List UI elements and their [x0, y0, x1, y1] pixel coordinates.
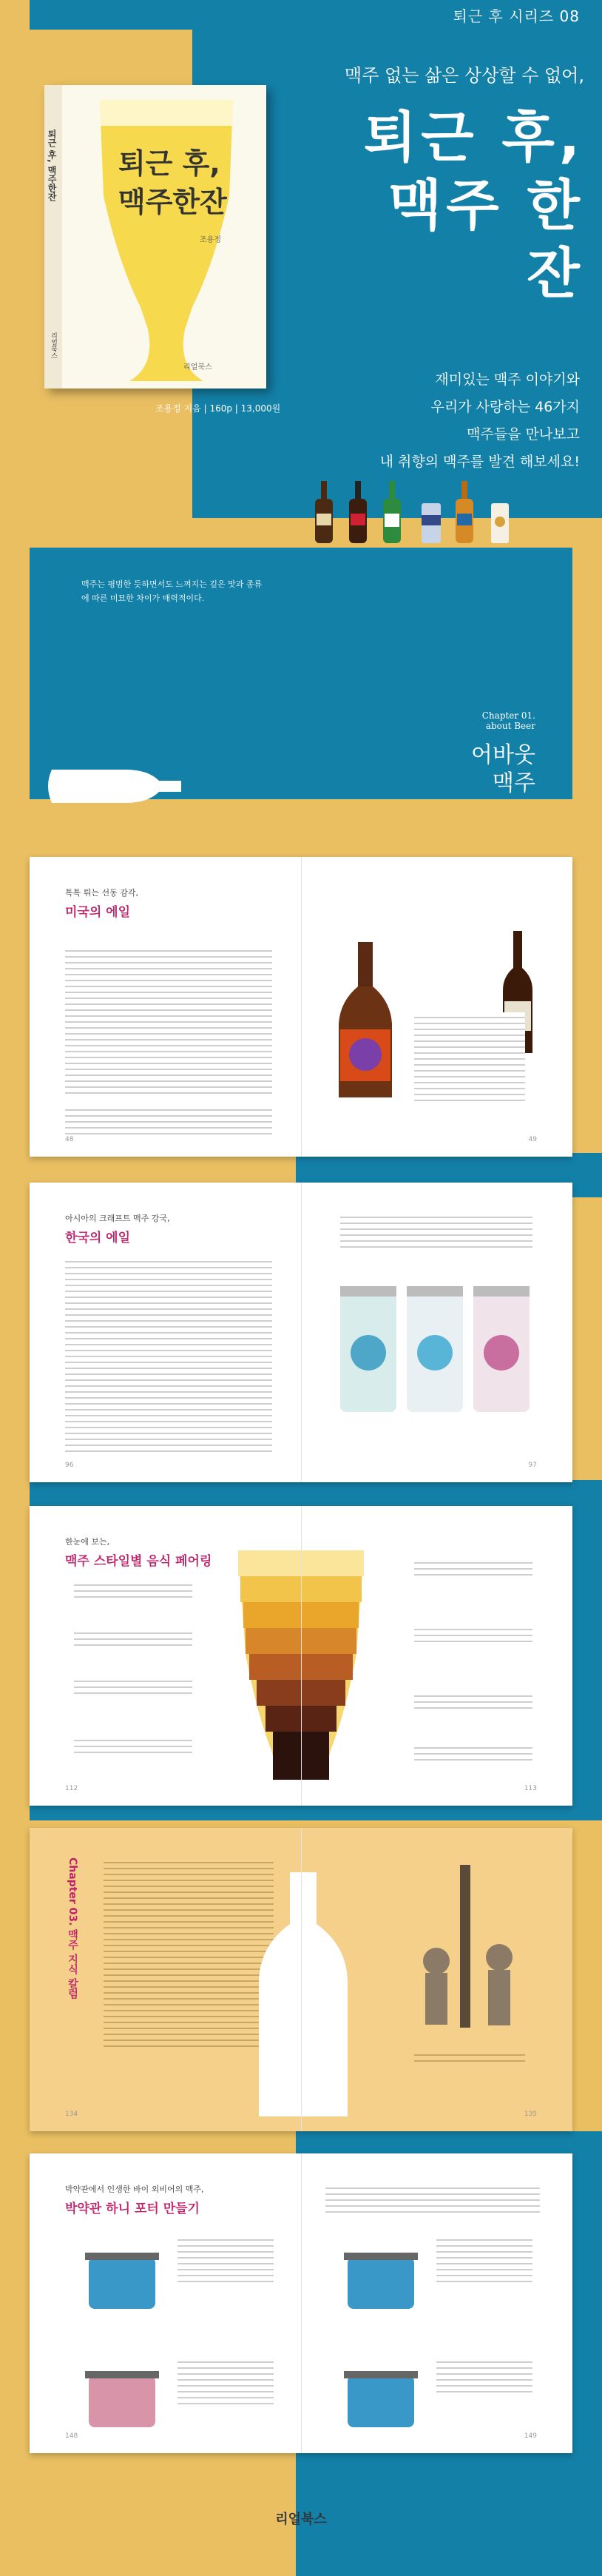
beer-glass-illustration	[44, 85, 266, 389]
spread-american-ale	[30, 857, 572, 1157]
bottle-icon	[383, 481, 401, 543]
spine-publisher: 리얼북스	[50, 332, 57, 359]
page-number: 112	[65, 1785, 78, 1792]
section-heading	[65, 1212, 170, 1245]
hero-desc-line: 내 취향의 맥주를 발견 해보세요!	[379, 454, 580, 470]
spread-beer-column	[30, 1828, 572, 2131]
hero-desc-line: 맥주들을 만나보고	[467, 426, 580, 443]
section-title: 맥주 스타일별 음식 페어링	[65, 1554, 212, 1569]
hero-title-line1: 퇴근 후,	[363, 106, 584, 169]
bottle-icon	[349, 481, 367, 543]
step-text	[436, 2235, 532, 2287]
page-number: 49	[528, 1136, 537, 1143]
pairing-note	[74, 1580, 192, 1602]
body-text-block	[65, 1105, 272, 1134]
section-kicker: 아시아의 크래프트 맥주 강국,	[65, 1214, 170, 1223]
pairing-note	[74, 1735, 192, 1758]
cover-author: 조용정	[200, 236, 221, 244]
page-number: 135	[524, 2111, 537, 2118]
hero-description	[314, 366, 580, 476]
body-text-block	[65, 1257, 272, 1456]
chapter-left-panel	[30, 548, 301, 799]
caption-text	[414, 2050, 525, 2065]
section-title: 한국의 에일	[65, 1231, 131, 1245]
bottle-silhouette	[244, 1872, 362, 2116]
section-title: 미국의 에일	[65, 905, 131, 920]
section-kicker: 박약관에서 인생한 바이 외비어의 맥주,	[65, 2185, 204, 2194]
can-icon	[491, 503, 509, 543]
page-number: 48	[65, 1136, 74, 1143]
hero-desc-line: 재미있는 맥주 이야기와	[435, 371, 580, 388]
section-heading	[65, 1536, 212, 1569]
page-number: 96	[65, 1462, 74, 1469]
spread-food-pairing	[30, 1506, 572, 1806]
brewing-pot-illustration	[81, 2353, 163, 2435]
left-gold-strip	[0, 0, 30, 2576]
pairing-note	[414, 1558, 532, 1580]
step-text	[325, 2183, 540, 2213]
hero-title	[325, 104, 584, 308]
beer-bottle-photo	[325, 942, 407, 1105]
section-title: 박약관 하니 포터 만들기	[65, 2202, 200, 2216]
step-text	[436, 2357, 532, 2394]
vertical-title: Chapter 03. 맥주 지식 칼럼	[67, 1857, 78, 2000]
can-icon	[422, 503, 441, 543]
beer-glass-color-chart	[227, 1543, 375, 1787]
book-cover	[44, 85, 266, 389]
pairing-note	[74, 1676, 192, 1698]
bottle-silhouette	[37, 747, 185, 821]
pairing-note	[414, 1743, 532, 1765]
body-text-block	[65, 946, 272, 1094]
spine-title: 퇴근 후, 맥주한잔	[47, 130, 57, 201]
step-text	[177, 2357, 274, 2409]
chapter-label: Chapter 01. about Beer	[481, 710, 535, 731]
section-kicker: 한눈에 보는,	[65, 1537, 110, 1547]
bottle-icon	[315, 481, 333, 543]
publisher-logo: 리얼북스	[275, 2512, 327, 2527]
section-heading	[65, 887, 138, 920]
cover-publisher: 리얼북스	[183, 363, 212, 371]
chapter-quote: 맥주는 평범한 듯하면서도 느껴지는 깊은 맛과 종류에 따른 미묘한 차이가 매력적이다.	[81, 579, 263, 603]
book-info: 조용정 지음 | 160p | 13,000원	[155, 403, 281, 414]
chapter-right-panel	[301, 548, 572, 799]
beer-cans-photo	[333, 1271, 540, 1419]
page-number: 97	[528, 1462, 537, 1469]
page-number: 148	[65, 2432, 78, 2440]
pairing-note	[414, 1691, 532, 1713]
step-text	[177, 2235, 274, 2287]
body-text-block	[340, 1212, 532, 1249]
hero-desc-line: 우리가 사랑하는 46가지	[430, 399, 580, 415]
chapter-title: 어바웃 맥주	[471, 742, 535, 796]
spread-korean-ale	[30, 1183, 572, 1482]
bottle-icon	[456, 481, 473, 543]
section-kicker: 톡톡 튀는 선동 감각,	[65, 888, 138, 898]
hero-title-line2: 맥주 한 잔	[388, 174, 584, 306]
page-number: 113	[524, 1785, 537, 1792]
series-label: 퇴근 후 시리즈 08	[453, 7, 580, 25]
pairing-note	[414, 1624, 532, 1647]
page-number: 134	[65, 2111, 78, 2118]
cover-title: 퇴근 후, 맥주한잔	[118, 147, 227, 218]
hero-subtitle: 맥주 없는 삶은 상상할 수 없어,	[345, 65, 584, 86]
brewing-pot-illustration	[340, 2353, 422, 2435]
spread-porter-recipe	[30, 2153, 572, 2453]
book-spine	[44, 85, 62, 389]
page-number: 149	[524, 2432, 537, 2440]
brewing-pot-illustration	[340, 2235, 422, 2316]
pairing-note	[74, 1628, 192, 1650]
beer-bottles-row	[311, 481, 532, 548]
vintage-engraving-illustration	[392, 1857, 540, 2035]
chapter-page	[30, 548, 572, 799]
section-heading	[65, 2183, 204, 2216]
brewing-pot-illustration	[81, 2235, 163, 2316]
caption-text	[414, 1012, 525, 1101]
